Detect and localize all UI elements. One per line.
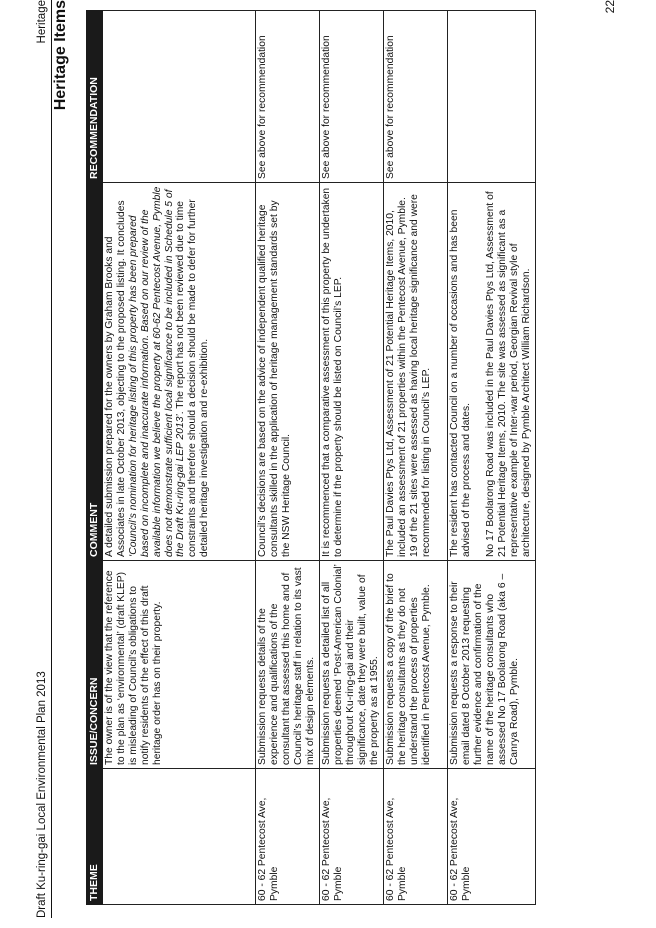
comment-cell: Council’s decisions are based on the advice of independent qualified heritage consultants skilled in the application of heritage management standards set by the NSW Heritage Council. (256, 183, 320, 561)
comment-cell: It is recommenced that a comparative assessment of this property be undertaken to determine if the property should be listed on Council’s LEP. (320, 183, 384, 561)
comment-cell (103, 183, 256, 561)
comment-text-end: . The report has not been reviewed due to time constraints and therefore should a decision should be made to defer for further detailed heritage investigation and re-exhibition. (175, 199, 211, 557)
header-rule (51, 0, 52, 918)
column-header-issue: ISSUE/CONCERN (87, 561, 103, 769)
theme-cell: 60 - 62 Pentecost Ave, Pymble (448, 769, 536, 905)
comment-cell: The Paul Davies Ptys Ltd, Assessment of 21 Potential Heritage Items, 2010, included an assessment of 21 properties within the Pentecost Avenue, Pymble. 19 of the 21 sites were assessed as having local heritage significance and were recommended for listing in Council’s LEP. (384, 183, 448, 561)
recommendation-cell (448, 11, 536, 183)
theme-cell: 60 - 62 Pentecost Ave, Pymble (320, 769, 384, 905)
comment-quote: ‘Council’s nomination for heritage listing of this property has been prepared based on incomplete and inaccurate information. Based on our review of the available information we believe the property at 60-62 Pentecost Avenue, Pymble does not demonstrate sufficient local significance to be included in Schedule 5 of the Draft Ku-ring-gai LEP 2013’ (127, 186, 187, 557)
recommendation-cell: See above for recommendation (320, 11, 384, 183)
heritage-items-table (86, 10, 536, 905)
table-row (448, 11, 536, 905)
recommendation-cell: See above for recommendation (384, 11, 448, 183)
issue-cell: Submission requests a detailed list of all properties deemed ‘Post-American Colonial’ throughout Ku-ring-gai and their significance, date they were built, value of the property as at 1955. (320, 561, 384, 769)
issue-cell: Submission requests details of the experience and qualifications of the consultant that assessed this home and of Council’s heritage staff in relation to its vast mix of design elements. (256, 561, 320, 769)
table-row (384, 11, 448, 905)
comment-cell (448, 183, 536, 561)
issue-cell: Submission requests a copy of the brief to the heritage consultants as they do not understand the process of properties identified in Pentecost Avenue, Pymble. (384, 561, 448, 769)
table-row (103, 11, 256, 905)
table-header-row (87, 11, 103, 905)
column-header-recommendation: RECOMMENDATION (87, 11, 103, 183)
comment-paragraph: No 17 Boolarong Road was included in the Paul Davies Ptys Ltd, Assessment of 21 Potential Heritage Items, 2010. The site was assessed as significant as a representative example of Inter-war period, Georgian Revival style of architecture, designed by Pymble Architect William Richardson. (484, 191, 532, 557)
comment-text: A detailed submission prepared for the owners by Graham Brooks and Associates in late October 2013, objecting to the proposed listing. It concludes (104, 200, 127, 557)
table-row (320, 11, 384, 905)
issue-cell: The owner is of the view that the reference to the plan as ‘environmental’ (draft KLEP) is misleading of Council’s obligations to notify residents of the effect of this draft heritage order has on their property. (103, 561, 256, 769)
page-number: 22 (603, 0, 617, 14)
theme-cell: 60 - 62 Pentecost Ave, Pymble (256, 769, 320, 905)
recommendation-cell (103, 11, 256, 183)
document-title: Draft Ku-ring-gai Local Environmental Plan 2013 (36, 671, 48, 918)
section-title: Heritage Items (52, 0, 69, 111)
theme-cell (103, 769, 256, 905)
comment-paragraph: The resident has contacted Council on a number of occasions and has been advised of the process and dates. (449, 209, 472, 557)
table-row (256, 11, 320, 905)
column-header-comment: COMMENT (87, 183, 103, 561)
running-head: Heritage (36, 0, 48, 44)
column-header-theme: THEME (87, 769, 103, 905)
recommendation-cell: See above for recommendation (256, 11, 320, 183)
issue-cell: Submission requests a response to their email dated 8 October 2013 requesting further evidence and confirmation of the name of the heritage consultants who assessed No 17 Boolarong Road (aka 6 – Canrya Road), Pymble. (448, 561, 536, 769)
theme-cell: 60 - 62 Pentecost Ave, Pymble (384, 769, 448, 905)
